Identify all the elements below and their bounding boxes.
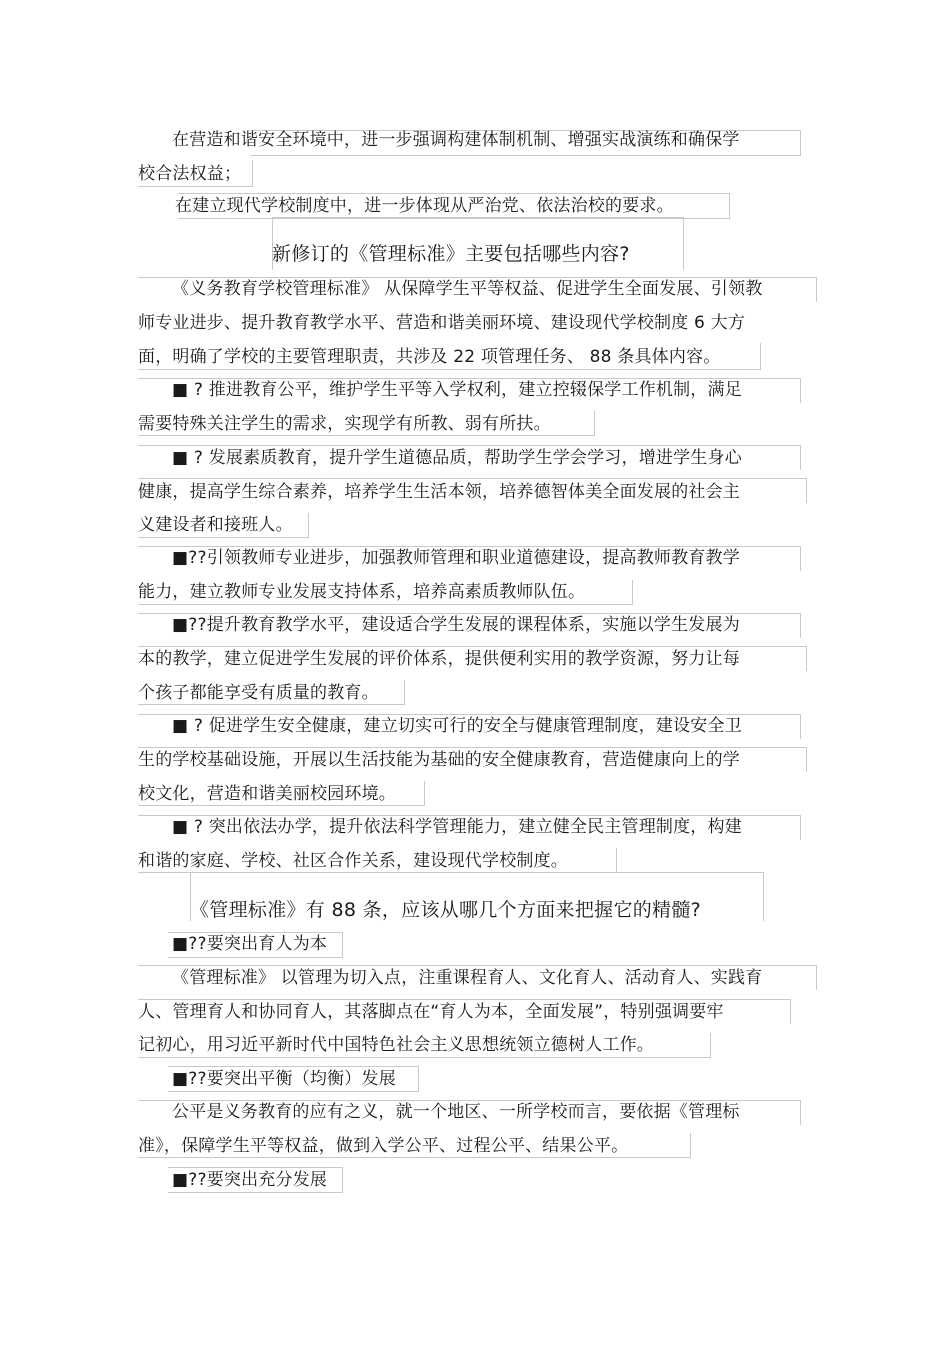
bullet-line: ■ ? 推进教育公平，维护学生平等入学权利，建立控辍保学工作机制，满足 bbox=[172, 380, 742, 400]
section-heading: 新修订的《管理标准》主要包括哪些内容? bbox=[272, 243, 630, 265]
paragraph-line: 人、管理育人和协同育人，其落脚点在“育人为本，全面发展”，特别强调要牢 bbox=[138, 1002, 724, 1022]
bullet-line: 本的教学，建立促进学生发展的评价体系，提供便利实用的教学资源，努力让每 bbox=[138, 649, 740, 669]
bullet-line: 生的学校基础设施，开展以生活技能为基础的安全健康教育，营造健康向上的学 bbox=[138, 750, 740, 770]
paragraph-line: 面，明确了学校的主要管理职责，共涉及 22 项管理任务、 88 条具体内容。 bbox=[138, 347, 721, 367]
paragraph-line: 在建立现代学校制度中，进一步体现从严治党、依法治校的要求。 bbox=[175, 196, 674, 216]
paragraph-line: 公平是义务教育的应有之义，就一个地区、一所学校而言，要依据《管理标 bbox=[172, 1102, 740, 1122]
subheading: ■??要突出平衡（均衡）发展 bbox=[172, 1069, 396, 1089]
bullet-line: 个孩子都能享受有质量的教育。 bbox=[138, 683, 379, 703]
paragraph-line: 在营造和谐安全环境中，进一步强调构建体制机制、增强实战演练和确保学 bbox=[172, 130, 740, 150]
subheading: ■??要突出育人为本 bbox=[172, 934, 328, 954]
bullet-line: 需要特殊关注学生的需求，实现学有所教、弱有所扶。 bbox=[138, 414, 551, 434]
paragraph-line: 师专业进步、提升教育教学水平、营造和谐美丽环境、建设现代学校制度 6 大方 bbox=[138, 313, 746, 333]
bullet-line: 健康，提高学生综合素养，培养学生生活本领，培养德智体美全面发展的社会主 bbox=[138, 482, 740, 502]
bullet-line: ■ ? 发展素质教育，提升学生道德品质，帮助学生学会学习，增进学生身心 bbox=[172, 448, 742, 468]
paragraph-line: 记初心，用习近平新时代中国特色社会主义思想统领立德树人工作。 bbox=[138, 1035, 654, 1055]
paragraph-line: 校合法权益； bbox=[138, 164, 242, 184]
bullet-line: ■??提升教育教学水平，建设适合学生发展的课程体系，实施以学生发展为 bbox=[172, 615, 740, 635]
bullet-line: 校文化，营造和谐美丽校园环境。 bbox=[138, 784, 396, 804]
subheading: ■??要突出充分发展 bbox=[172, 1170, 328, 1190]
paragraph-line: 《管理标准》 以管理为切入点，注重课程育人、文化育人、活动育人、实践育 bbox=[172, 968, 763, 988]
bullet-line: 能力，建立教师专业发展支持体系，培养高素质教师队伍。 bbox=[138, 582, 586, 602]
paragraph-line: 《义务教育学校管理标准》 从保障学生平等权益、促进学生全面发展、引领教 bbox=[172, 279, 763, 299]
bullet-line: ■ ? 促进学生安全健康，建立切实可行的安全与健康管理制度，建设安全卫 bbox=[172, 716, 742, 736]
bullet-line: ■ ? 突出依法办学，提升依法科学管理能力，建立健全民主管理制度，构建 bbox=[172, 817, 742, 837]
bullet-line: ■??引领教师专业进步，加强教师管理和职业道德建设，提高教师教育教学 bbox=[172, 548, 740, 568]
paragraph-line: 准》，保障学生平等权益，做到入学公平、过程公平、结果公平。 bbox=[138, 1136, 629, 1156]
bullet-line: 和谐的家庭、学校、社区合作关系，建设现代学校制度。 bbox=[138, 851, 568, 871]
section-heading: 《管理标准》有 88 条，应该从哪几个方面来把握它的精髓? bbox=[190, 899, 702, 921]
bullet-line: 义建设者和接班人。 bbox=[138, 515, 293, 535]
